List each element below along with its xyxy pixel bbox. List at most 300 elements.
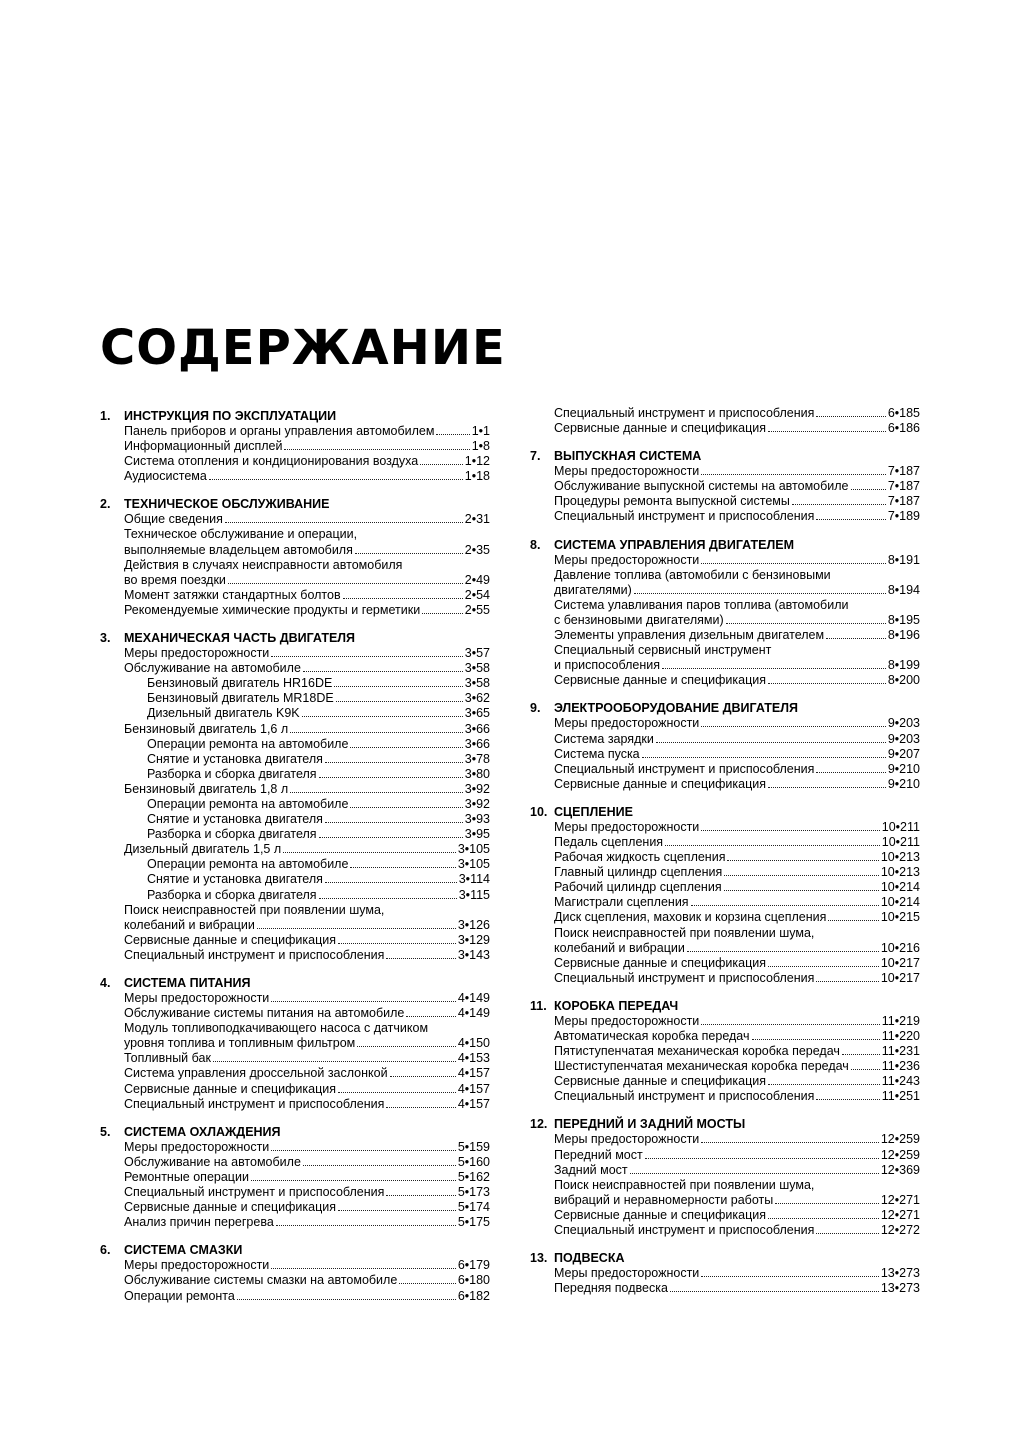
toc-entry (124, 933, 490, 948)
toc-entry (554, 777, 920, 792)
toc-entry (124, 439, 490, 454)
section-number: 2. (100, 497, 111, 512)
section-heading (100, 496, 490, 512)
dot-leader (319, 898, 457, 899)
toc-page-number: 4•157 (457, 1066, 490, 1081)
toc-page-number: 13•273 (880, 1266, 920, 1281)
toc-entry-text: Обслуживание выпускной системы на автомобиле (554, 479, 849, 494)
section-heading (100, 408, 490, 424)
toc-entry (554, 1223, 920, 1238)
toc-entry-text: Специальный инструмент и приспособления (124, 1096, 385, 1111)
toc-page-number: 3•92 (464, 796, 490, 811)
toc-entry (124, 1051, 490, 1066)
toc-entry-text: Задний мост (554, 1162, 628, 1177)
toc-entry (554, 421, 920, 436)
toc-entry-text: Аудиосистема (124, 469, 207, 484)
toc-section (100, 975, 490, 1112)
toc-entry (554, 583, 920, 598)
toc-entry-text: Специальный инструмент и приспособления (124, 947, 385, 962)
toc-entry (124, 1185, 490, 1200)
toc-page-number: 9•210 (887, 761, 920, 776)
dot-leader (386, 1107, 455, 1108)
section-title: ВЫПУСКНАЯ СИСТЕМА (554, 449, 702, 464)
dot-leader (420, 464, 463, 465)
toc-entry (124, 1097, 490, 1112)
toc-page-number: 7•189 (887, 509, 920, 524)
toc-entry-first-line: Действия в случаях неисправности автомобиля (124, 557, 403, 572)
dot-leader (768, 1218, 879, 1219)
toc-section (530, 998, 920, 1105)
toc-entry-text: Сервисные данные и спецификация (554, 421, 767, 436)
dot-leader (357, 1046, 456, 1047)
dot-leader (701, 1024, 879, 1025)
toc-page-number: 4•149 (457, 991, 490, 1005)
toc-entry-text: Общие сведения (124, 512, 223, 527)
dot-leader (271, 1150, 456, 1151)
dot-leader (691, 905, 879, 906)
toc-entry-text: Информационный дисплей (124, 439, 283, 454)
toc-page-number: 3•105 (457, 842, 490, 857)
dot-leader (842, 1054, 880, 1055)
toc-entry-text: Обслуживание системы питания на автомобиле (124, 1006, 405, 1021)
toc-entry-text: Специальный инструмент и приспособления (554, 406, 815, 420)
toc-entry (124, 588, 490, 603)
toc-entry (124, 1082, 490, 1097)
toc-section (530, 1116, 920, 1238)
toc-entry-text: Снятие и установка двигателя (147, 812, 323, 827)
toc-page-number: 3•62 (464, 691, 490, 706)
toc-entry (554, 971, 920, 986)
toc-entry-text: Разборка и сборка двигателя (147, 766, 317, 781)
toc-entry-text: Сервисные данные и спецификация (124, 1081, 337, 1096)
toc-entry-text: Специальный инструмент и приспособления (554, 761, 815, 776)
toc-page-number: 10•211 (881, 819, 920, 834)
dot-leader (851, 489, 886, 490)
dot-leader (701, 563, 886, 564)
toc-entry (554, 762, 920, 777)
toc-page-number: 6•185 (887, 406, 920, 420)
section-title: ПОДВЕСКА (554, 1251, 625, 1266)
section-title: СЦЕПЛЕНИЕ (554, 804, 633, 819)
dot-leader (768, 683, 886, 684)
section-number: 1. (100, 409, 111, 423)
toc-entry (554, 1014, 920, 1029)
toc-entry-text: Разборка и сборка двигателя (147, 827, 317, 842)
dot-leader (768, 431, 886, 432)
toc-entry (124, 1006, 490, 1021)
toc-page-number: 3•58 (464, 661, 490, 676)
toc-entry-text: Автоматическая коробка передач (554, 1029, 750, 1043)
toc-entry (124, 1289, 490, 1304)
dot-leader (768, 787, 886, 788)
toc-entry (124, 469, 490, 484)
dot-leader (816, 1233, 878, 1234)
toc-right-column (530, 406, 920, 1308)
toc-page-number: 5•159 (457, 1139, 490, 1154)
toc-entry-text: Обслуживание на автомобиле (124, 661, 301, 676)
toc-page-number: 11•219 (881, 1013, 920, 1028)
section-number: 13. (530, 1251, 548, 1266)
dot-leader (271, 1268, 456, 1269)
section-heading (530, 448, 920, 464)
toc-page-number: 3•58 (464, 676, 490, 691)
toc-entry-text: во время поездки (124, 572, 226, 587)
dot-leader (209, 479, 463, 480)
toc-page-number: 2•55 (464, 602, 490, 617)
toc-page-number: 12•271 (880, 1192, 920, 1207)
toc-page-number: 7•187 (887, 464, 920, 479)
dot-leader (727, 860, 878, 861)
toc-entry (124, 1170, 490, 1185)
toc-entry-text: Сервисные данные и спецификация (554, 1207, 767, 1222)
dot-leader (338, 943, 456, 944)
dot-leader (303, 1165, 456, 1166)
toc-entry-text: Анализ причин перегрева (124, 1215, 274, 1230)
dot-leader (436, 434, 469, 435)
toc-page-number: 3•93 (464, 812, 490, 827)
section-heading (530, 1116, 920, 1132)
toc-entry (124, 1140, 490, 1155)
toc-page-number: 4•157 (457, 1096, 490, 1111)
toc-entry-text: Специальный инструмент и приспособления (124, 1185, 385, 1200)
toc-entry-text: Специальный инструмент и приспособления (554, 1089, 815, 1104)
toc-page-number: 4•153 (457, 1051, 490, 1066)
toc-page-number: 8•200 (887, 673, 920, 688)
toc-entry (554, 1163, 920, 1178)
dot-leader (724, 890, 879, 891)
toc-page-number: 3•80 (464, 766, 490, 781)
toc-section (100, 496, 490, 618)
section-number: 11. (530, 998, 547, 1013)
dot-leader (290, 732, 463, 733)
dot-leader (350, 747, 462, 748)
toc-entry (124, 1200, 490, 1215)
section-title: СИСТЕМА УПРАВЛЕНИЯ ДВИГАТЕЛЕМ (554, 537, 795, 552)
toc-page-number: 3•114 (458, 872, 490, 887)
dot-leader (251, 1180, 456, 1181)
toc-page-number: 10•211 (881, 834, 920, 849)
toc-page-number: 6•182 (457, 1288, 490, 1303)
toc-entry (124, 424, 490, 439)
toc-entry (124, 454, 490, 469)
toc-entry-text: Меры предосторожности (124, 646, 270, 661)
page-title: СОДЕРЖАНИЕ (100, 320, 506, 376)
toc-entry-text: Специальный инструмент и приспособления (554, 970, 815, 985)
dot-leader (656, 742, 886, 743)
toc-entry-text: Топливный бак (124, 1051, 211, 1066)
toc-entry-text: колебаний и вибрации (124, 917, 255, 932)
toc-page-number: 12•259 (880, 1132, 920, 1147)
toc-page-number: 11•231 (881, 1044, 920, 1059)
toc-entry-text: Система управления дроссельной заслонкой (124, 1066, 388, 1081)
toc-page-number: 3•57 (464, 646, 490, 661)
toc-page-number: 2•35 (464, 542, 490, 557)
toc-entry-text: Специальный инструмент и приспособления (554, 1223, 815, 1238)
toc-entry-text: Сервисные данные и спецификация (554, 955, 767, 970)
toc-entry (554, 1281, 920, 1296)
section-title: ИНСТРУКЦИЯ ПО ЭКСПЛУАТАЦИИ (124, 409, 337, 423)
section-number: 7. (530, 449, 541, 464)
toc-section (530, 1250, 920, 1296)
dot-leader (283, 852, 456, 853)
dot-leader (816, 981, 878, 982)
dot-leader (422, 613, 463, 614)
toc-page-number: 12•369 (880, 1162, 920, 1177)
toc-entry-text: Передний мост (554, 1147, 643, 1162)
toc-entry (554, 673, 920, 688)
section-number: 10. (530, 804, 548, 819)
toc-section (100, 1242, 490, 1303)
toc-entry-text: Меры предосторожности (554, 1132, 700, 1147)
toc-entry-text: Обслуживание системы смазки на автомобиле (124, 1273, 398, 1288)
dot-leader (284, 449, 469, 450)
toc-entry (554, 406, 920, 421)
toc-page-number: 4•150 (457, 1036, 490, 1051)
toc-entry (554, 628, 920, 643)
toc-entry (147, 676, 490, 691)
toc-left-column (100, 406, 490, 1316)
dot-leader (701, 1142, 879, 1143)
dot-leader (775, 1203, 879, 1204)
toc-entry-text: Меры предосторожности (554, 1266, 700, 1281)
toc-page-number: 3•95 (464, 827, 490, 842)
dot-leader (768, 1084, 880, 1085)
toc-page-number: 11•236 (881, 1059, 920, 1074)
toc-entry (147, 857, 490, 872)
toc-page-number: 10•217 (880, 970, 920, 985)
dot-leader (350, 807, 462, 808)
toc-page-number: 3•105 (457, 857, 490, 872)
toc-entry (124, 573, 490, 588)
toc-entry (554, 1044, 920, 1059)
section-number: 8. (530, 537, 541, 552)
toc-entry (124, 722, 490, 737)
toc-entry-text: Сервисные данные и спецификация (554, 1074, 767, 1089)
section-heading (100, 630, 490, 646)
toc-entry-text: Меры предосторожности (554, 716, 700, 731)
toc-entry (124, 1273, 490, 1288)
toc-page-number: 3•115 (458, 887, 490, 902)
dot-leader (792, 504, 886, 505)
dot-leader (768, 966, 879, 967)
toc-entry-text: Рекомендуемые химические продукты и герметики (124, 602, 421, 617)
section-heading (530, 1250, 920, 1266)
dot-leader (687, 951, 879, 952)
toc-entry-text: Момент затяжки стандартных болтов (124, 587, 341, 602)
toc-entry-text: Дизельный двигатель 1,5 л (124, 842, 282, 857)
section-number: 4. (100, 976, 111, 990)
dot-leader (726, 623, 886, 624)
toc-page-number: 3•66 (464, 721, 490, 736)
toc-entry (147, 752, 490, 767)
toc-entry (124, 661, 490, 676)
toc-entry-text: Ремонтные операции (124, 1169, 249, 1184)
dot-leader (828, 920, 878, 921)
dot-leader (319, 777, 463, 778)
toc-entry-text: Система зарядки (554, 731, 654, 746)
toc-page-number: 9•203 (887, 716, 920, 731)
toc-entry-text: Процедуры ремонта выпускной системы (554, 494, 790, 509)
toc-entry-text: Элементы управления дизельным двигателем (554, 628, 825, 643)
toc-entry-text: вибраций и неравномерности работы (554, 1192, 774, 1207)
toc-page-number: 12•271 (880, 1207, 920, 1222)
dot-leader (237, 1299, 456, 1300)
toc-entry-text: Специальный инструмент и приспособления (554, 509, 815, 524)
dot-leader (851, 1069, 880, 1070)
toc-entry-text: Сервисные данные и спецификация (554, 673, 767, 688)
dot-leader (399, 1283, 456, 1284)
section-title: СИСТЕМА ПИТАНИЯ (124, 976, 251, 990)
toc-entry (124, 1066, 490, 1081)
toc-entry-text: Рабочая жидкость сцепления (554, 850, 726, 865)
toc-entry-text: Операции ремонта на автомобиле (147, 736, 349, 751)
toc-page-number: 4•157 (457, 1081, 490, 1096)
dot-leader (816, 416, 885, 417)
toc-entry (554, 1266, 920, 1281)
toc-page-number: 8•194 (887, 582, 920, 597)
dot-leader (701, 474, 886, 475)
toc-page-number: 5•160 (457, 1154, 490, 1169)
toc-entry-text: Пятиступенчатая механическая коробка передач (554, 1044, 840, 1059)
toc-entry-text: Меры предосторожности (124, 1139, 270, 1154)
dot-leader (701, 1276, 879, 1277)
toc-entry (147, 706, 490, 721)
toc-page-number: 5•162 (457, 1169, 490, 1184)
toc-entry (147, 827, 490, 842)
dot-leader (386, 1195, 455, 1196)
section-title: СИСТЕМА СМАЗКИ (124, 1243, 243, 1258)
section-heading (530, 998, 920, 1014)
toc-entry (554, 880, 920, 895)
toc-entry (147, 812, 490, 827)
dot-leader (724, 875, 879, 876)
toc-page-number: 10•216 (880, 940, 920, 955)
section-title: ТЕХНИЧЕСКОЕ ОБСЛУЖИВАНИЕ (124, 497, 330, 512)
toc-entry-first-line: Техническое обслуживание и операции, (124, 527, 358, 542)
toc-entry (147, 872, 490, 887)
toc-entry-text: Меры предосторожности (124, 991, 270, 1005)
dot-leader (826, 638, 886, 639)
toc-page-number: 10•214 (880, 880, 920, 895)
toc-page-number: 7•187 (887, 479, 920, 494)
toc-section (530, 804, 920, 986)
toc-entry (124, 603, 490, 618)
toc-entry (124, 1036, 490, 1051)
toc-entry (554, 1148, 920, 1163)
toc-page-number: 3•126 (457, 917, 490, 932)
toc-entry-text: Система отопления и кондиционирования воздуха (124, 454, 419, 469)
toc-entry (124, 543, 490, 558)
toc-entry-text: Снятие и установка двигателя (147, 872, 323, 887)
toc-entry (554, 747, 920, 762)
section-title: КОРОБКА ПЕРЕДАЧ (554, 998, 679, 1013)
toc-entry (124, 1215, 490, 1230)
toc-page-number: 8•199 (887, 658, 920, 673)
toc-entry (124, 918, 490, 933)
dot-leader (225, 522, 463, 523)
dot-leader (325, 822, 463, 823)
section-heading (100, 1242, 490, 1258)
toc-page-number: 10•213 (880, 865, 920, 880)
toc-section (530, 537, 920, 689)
section-number: 3. (100, 631, 111, 646)
dot-leader (752, 1039, 880, 1040)
toc-entry-first-line: Поиск неисправностей при появлении шума, (124, 902, 385, 917)
dot-leader (816, 1099, 879, 1100)
toc-entry (554, 941, 920, 956)
toc-entry (554, 479, 920, 494)
toc-page-number: 6•179 (457, 1258, 490, 1273)
toc-entry-first-line: Давление топлива (автомобили с бензиновыми (554, 567, 831, 582)
toc-entry (147, 797, 490, 812)
dot-leader (276, 1225, 456, 1226)
dot-leader (319, 837, 463, 838)
toc-entry-text: колебаний и вибрации (554, 940, 685, 955)
toc-entry-text: Бензиновый двигатель 1,6 л (124, 721, 289, 736)
toc-entry (147, 737, 490, 752)
toc-page-number: 1•1 (471, 424, 490, 438)
toc-page-number: 10•213 (880, 850, 920, 865)
toc-section (100, 1124, 490, 1231)
toc-page-number: 10•215 (880, 910, 920, 925)
toc-page-number: 11•220 (881, 1029, 920, 1043)
dot-leader (662, 668, 886, 669)
dot-leader (334, 686, 462, 687)
dot-leader (665, 845, 880, 846)
toc-page-number: 10•217 (880, 955, 920, 970)
toc-entry (124, 948, 490, 963)
toc-entry-text: Диск сцепления, маховик и корзина сцепления (554, 910, 827, 925)
toc-entry (147, 888, 490, 903)
dot-leader (670, 1291, 879, 1292)
section-title: ЭЛЕКТРООБОРУДОВАНИЕ ДВИГАТЕЛЯ (554, 701, 798, 716)
toc-entry-text: Снятие и установка двигателя (147, 751, 323, 766)
toc-entry (554, 1193, 920, 1208)
toc-entry (554, 1029, 920, 1044)
dot-leader (338, 1092, 456, 1093)
toc-entry (554, 1059, 920, 1074)
toc-entry-text: Разборка и сборка двигателя (147, 887, 317, 902)
toc-entry-text: Меры предосторожности (124, 1258, 270, 1273)
toc-entry-first-line: Поиск неисправностей при появлении шума, (554, 925, 815, 940)
toc-section (530, 448, 920, 524)
toc-entry-text: Магистрали сцепления (554, 895, 689, 910)
section-heading (530, 700, 920, 716)
toc-entry-text: Бензиновый двигатель MR18DE (147, 691, 334, 706)
toc-entry (124, 1155, 490, 1170)
toc-entry-text: Шестиступенчатая механическая коробка передач (554, 1059, 849, 1074)
toc-entry-first-line: Специальный сервисный инструмент (554, 643, 772, 658)
toc-page-number: 11•243 (881, 1074, 920, 1089)
dot-leader (271, 656, 462, 657)
toc-entry-text: Дизельный двигатель K9K (147, 706, 300, 721)
toc-entry (554, 553, 920, 568)
toc-entry-text: Сервисные данные и спецификация (124, 1200, 337, 1215)
toc-page-number: 3•66 (464, 736, 490, 751)
toc-page-number: 9•210 (887, 776, 920, 791)
dot-leader (290, 792, 463, 793)
section-title: СИСТЕМА ОХЛАЖДЕНИЯ (124, 1124, 281, 1139)
dot-leader (634, 593, 886, 594)
section-number: 6. (100, 1243, 111, 1258)
toc-entry (554, 716, 920, 731)
dot-leader (302, 716, 463, 717)
dot-leader (355, 553, 463, 554)
toc-page-number: 3•65 (464, 706, 490, 721)
toc-entry-text: Меры предосторожности (554, 464, 700, 479)
toc-entry (124, 991, 490, 1006)
toc-page-number: 1•8 (471, 439, 490, 454)
